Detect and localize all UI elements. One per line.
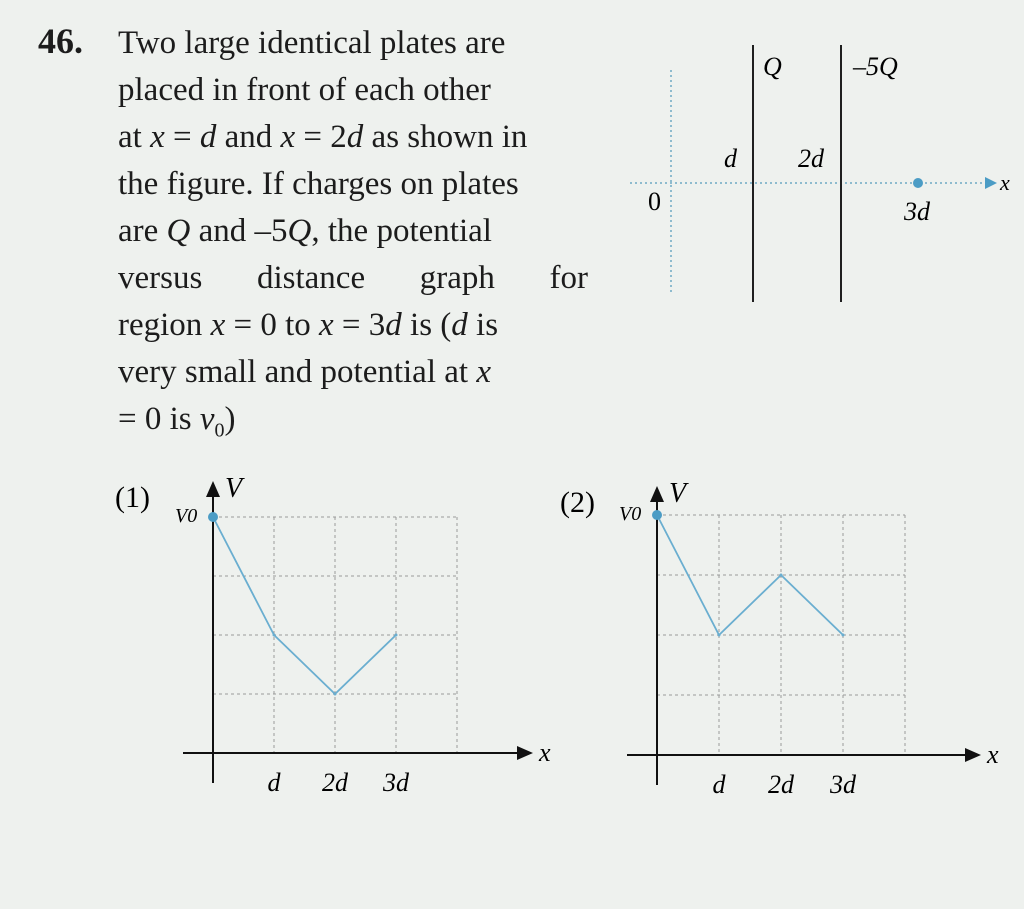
x-axis-label: x [539, 738, 551, 767]
data-point [395, 634, 398, 637]
x-tick-label: 3d [383, 768, 409, 797]
data-point [718, 634, 721, 637]
question-text [118, 20, 588, 455]
series-line [213, 517, 396, 694]
question-number: 46. [38, 21, 83, 61]
x-axis-label: x [1000, 170, 1010, 195]
point-3d-label: 3d [904, 197, 930, 226]
data-point [334, 693, 337, 696]
data-point [780, 574, 783, 577]
point-3d [913, 178, 923, 188]
x-tick-label: 2d [768, 770, 794, 799]
y-axis-arrow [206, 481, 220, 497]
x-axis-arrow [965, 748, 981, 762]
x-tick-label: 2d [322, 768, 348, 797]
v0-label: V0 [175, 505, 198, 527]
gap-1-label: d [724, 144, 737, 173]
y-axis-label: V [225, 473, 243, 504]
question-line: the figure. If charges on plates [118, 166, 519, 202]
x-axis-arrow [517, 746, 533, 760]
data-point [273, 634, 276, 637]
option-number: (2) [560, 486, 595, 519]
plate-1-charge-label: Q [763, 52, 782, 81]
plate-2-charge-label: –5Q [853, 52, 898, 81]
start-point [208, 512, 218, 522]
x-tick-label: d [712, 770, 726, 799]
x-axis-arrow [985, 177, 997, 189]
option-1-graph [100, 460, 551, 800]
v0-label: V0 [619, 503, 642, 525]
y-axis-arrow [650, 486, 664, 502]
x-axis-label: x [987, 740, 999, 769]
question-line: are Q and –5Q, the potential [118, 213, 492, 249]
question-line: = 0 is $v_0$) [118, 401, 236, 442]
question-line: at x = d and x = 2d as shown in [118, 119, 528, 155]
origin-label: 0 [648, 187, 661, 216]
question-line: versus distance graph for [118, 260, 588, 296]
gap-2-label: 2d [798, 144, 824, 173]
data-point [842, 634, 845, 637]
question-line: very small and potential at x [118, 354, 491, 390]
x-tick-label: d [267, 768, 281, 797]
option-2-graph [550, 460, 999, 800]
question-line: placed in front of each other [118, 72, 491, 108]
y-axis-label: V [669, 478, 687, 509]
start-point [652, 510, 662, 520]
option-number: (1) [115, 481, 150, 514]
question-line: Two large identical plates are [118, 25, 506, 61]
question-line: region x = 0 to x = 3d is (d is [118, 307, 499, 343]
plates-figure [600, 30, 1020, 310]
x-tick-label: 3d [830, 770, 856, 799]
